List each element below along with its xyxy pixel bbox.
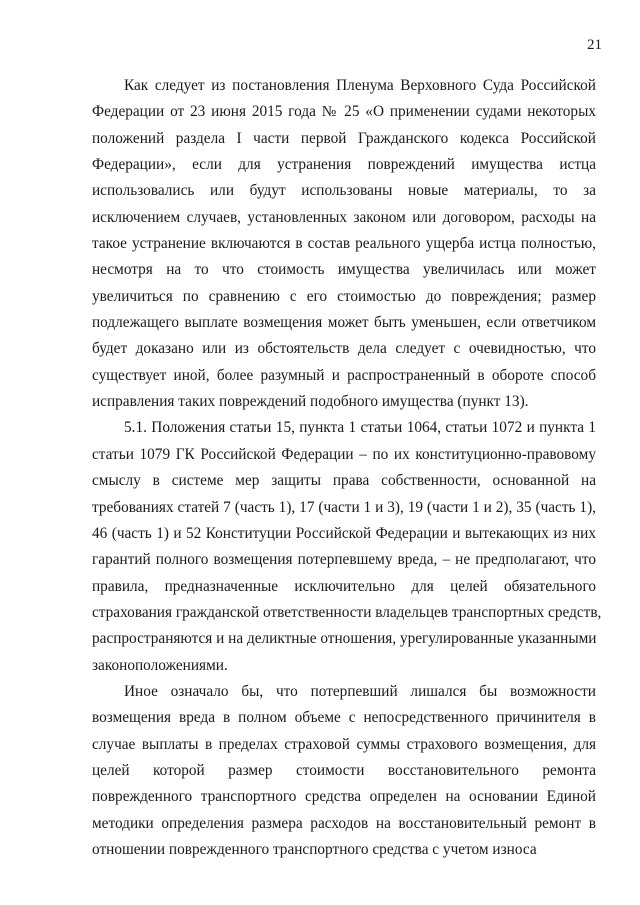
text-line: Как следует из постановления Пленума Верховного Суда Российской <box>124 77 596 94</box>
text-line: 5.1. Положения статьи 15, пункта 1 статьи 1064, статьи 1072 и пункта 1 <box>124 419 596 437</box>
text-line: исключением случаев, установленных законом или договором, расходы на <box>92 208 596 226</box>
text-line: увеличиться по сравнению с его стоимостью до повреждения; размер <box>92 287 596 305</box>
text-line: 46 (часть 1) и 52 Конституции Российской Федерации и вытекающих из них <box>92 524 596 542</box>
text-line: Иное означало бы, что потерпевший лишался бы возможности <box>124 682 596 700</box>
text-line: требованиях статей 7 (часть 1), 17 (части 1 и 3), 19 (части 1 и 2), 35 (часть 1), <box>92 498 596 516</box>
text-line: методики определения размера расходов на восстановительный ремонт в <box>92 814 596 832</box>
text-line: гарантий полного возмещения потерпевшему вреда, – не предполагают, что <box>92 551 596 569</box>
text-line: Федерации от 23 июня 2015 года № 25 «О применении судами некоторых <box>92 103 596 121</box>
text-line: отношении поврежденного транспортного средства с учетом износа <box>92 840 537 858</box>
paragraph <box>92 679 596 863</box>
text-line: целей которой размер стоимости восстановительного ремонта <box>92 761 596 779</box>
text-line: исправления таких повреждений подобного имущества (пункт 13). <box>92 393 529 411</box>
text-line: поврежденного транспортного средства определен на основании Единой <box>92 788 596 806</box>
text-line: правила, предназначенные исключительно для целей обязательного <box>92 577 596 595</box>
text-line: подлежащего выплате возмещения может быть уменьшен, если ответчиком <box>92 314 596 332</box>
text-line: будет доказано или из обстоятельств дела следует с очевидностью, что <box>92 340 596 358</box>
text-line: несмотря на то что стоимость имущества увеличилась или может <box>92 261 596 279</box>
paragraph <box>92 73 596 415</box>
text-line: существует иной, более разумный и распространенный в обороте способ <box>92 366 596 384</box>
text-line: статьи 1079 ГК Российской Федерации – по их конституционно-правовому <box>92 445 596 463</box>
text-line: положений раздела I части первой Гражданского кодекса Российской <box>92 129 596 147</box>
page-number: 21 <box>587 37 602 53</box>
text-line: страхования гражданской ответственности владельцев транспортных средств, <box>92 603 602 621</box>
text-line: распространяются и на деликтные отношения, урегулированные указанными <box>92 630 597 648</box>
body-text <box>92 73 602 863</box>
text-line: законоположениями. <box>92 656 228 674</box>
text-line: использовались или будут использованы новые материалы, то за <box>92 182 596 200</box>
text-line: Федерации», если для устранения повреждений имущества истца <box>92 156 596 174</box>
paragraph <box>92 415 602 678</box>
text-line: случае выплаты в пределах страховой суммы страхового возмещения, для <box>92 735 596 753</box>
text-line: возмещения вреда в полном объеме с непосредственного причинителя в <box>92 709 596 727</box>
text-line: смыслу в системе мер защиты права собственности, основанной на <box>92 472 596 490</box>
text-line: такое устранение включаются в состав реального ущерба истца полностью, <box>92 235 596 253</box>
